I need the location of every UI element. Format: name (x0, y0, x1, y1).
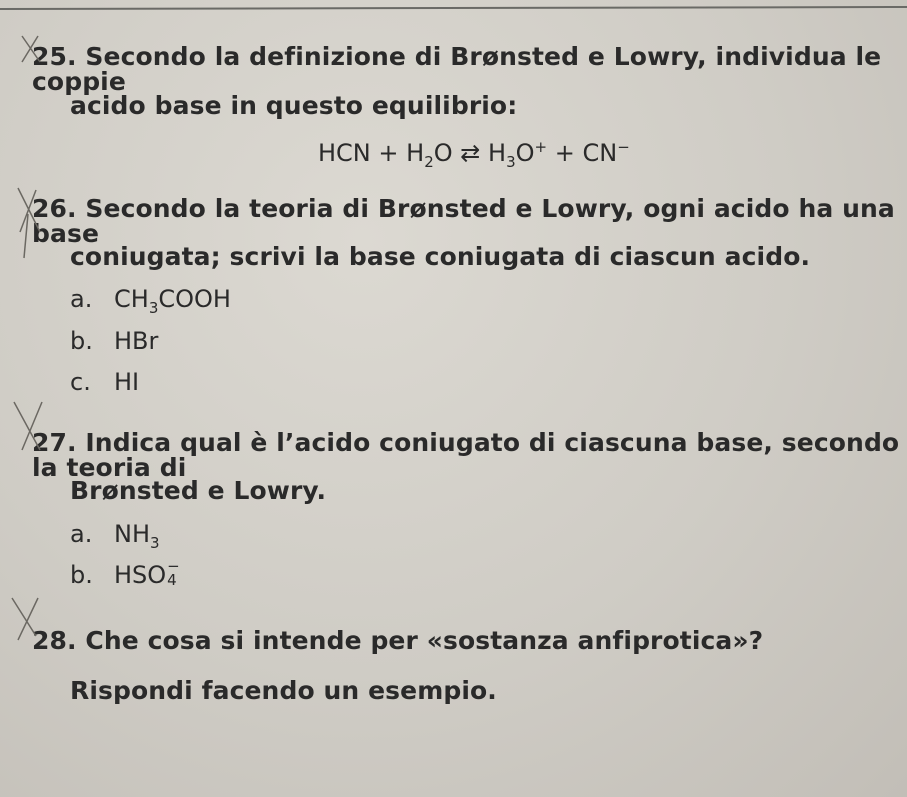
question-27-text-1: Indica qual è l’acido coniugato di ciascuna base, secondo la teoria di (32, 428, 900, 482)
question-28-text-2: Rispondi facendo un esempio. (70, 676, 497, 705)
question-26-number: 26. (32, 194, 77, 223)
equilibrium-arrow-icon: ⇄ (460, 139, 481, 167)
reactant-hcn: HCN (318, 139, 371, 167)
formula-hi: HI (114, 368, 140, 396)
question-26-line1 (32, 196, 907, 246)
question-26-option-c (70, 368, 139, 396)
option-label: b. (70, 327, 93, 355)
question-27-option-b (70, 557, 180, 589)
question-26-option-a (70, 285, 231, 317)
formula-ammonia: $NH_3$ (114, 520, 160, 552)
question-28-line1 (32, 628, 763, 653)
option-label: c. (70, 368, 91, 396)
question-27-option-a (70, 520, 160, 552)
option-label: a. (70, 285, 93, 313)
plus-sign-1: + (378, 139, 399, 167)
question-27-text-2: Brønsted e Lowry. (70, 476, 327, 505)
option-label: b. (70, 561, 93, 589)
option-label: a. (70, 520, 93, 548)
product-hydronium: $H_3O^+$ (488, 138, 548, 171)
question-25-number: 25. (32, 42, 77, 71)
question-25-text-2: acido base in questo equilibrio: (70, 91, 518, 120)
question-25-text-1: Secondo la definizione di Brønsted e Lowry, individua le coppie (32, 42, 882, 96)
question-26-text-1: Secondo la teoria di Brønsted e Lowry, ogni acido ha una base (32, 194, 895, 248)
formula-acetic-acid: $CH_3COOH$ (114, 285, 231, 317)
formula-hydrogen-sulfate: HSO − 4 (114, 557, 180, 589)
formula-hbr: HBr (114, 327, 159, 355)
question-27-number: 27. (32, 428, 77, 457)
product-cyanide: CN− (582, 138, 630, 167)
question-28-number: 28. (32, 626, 77, 655)
question-26-text-2: coniugata; scrivi la base coniugata di ciascun acido. (70, 242, 811, 271)
question-28-text-1: Che cosa si intende per «sostanza anfiprotica»? (85, 626, 764, 655)
page-top-edge-line (0, 0, 907, 14)
reactant-water: $H_2O$ (406, 139, 453, 171)
question-27-line1 (32, 430, 907, 480)
question-25-line1 (32, 44, 907, 94)
plus-sign-2: + (554, 139, 575, 167)
question-26-option-b (70, 327, 158, 355)
equilibrium-equation (318, 138, 630, 171)
